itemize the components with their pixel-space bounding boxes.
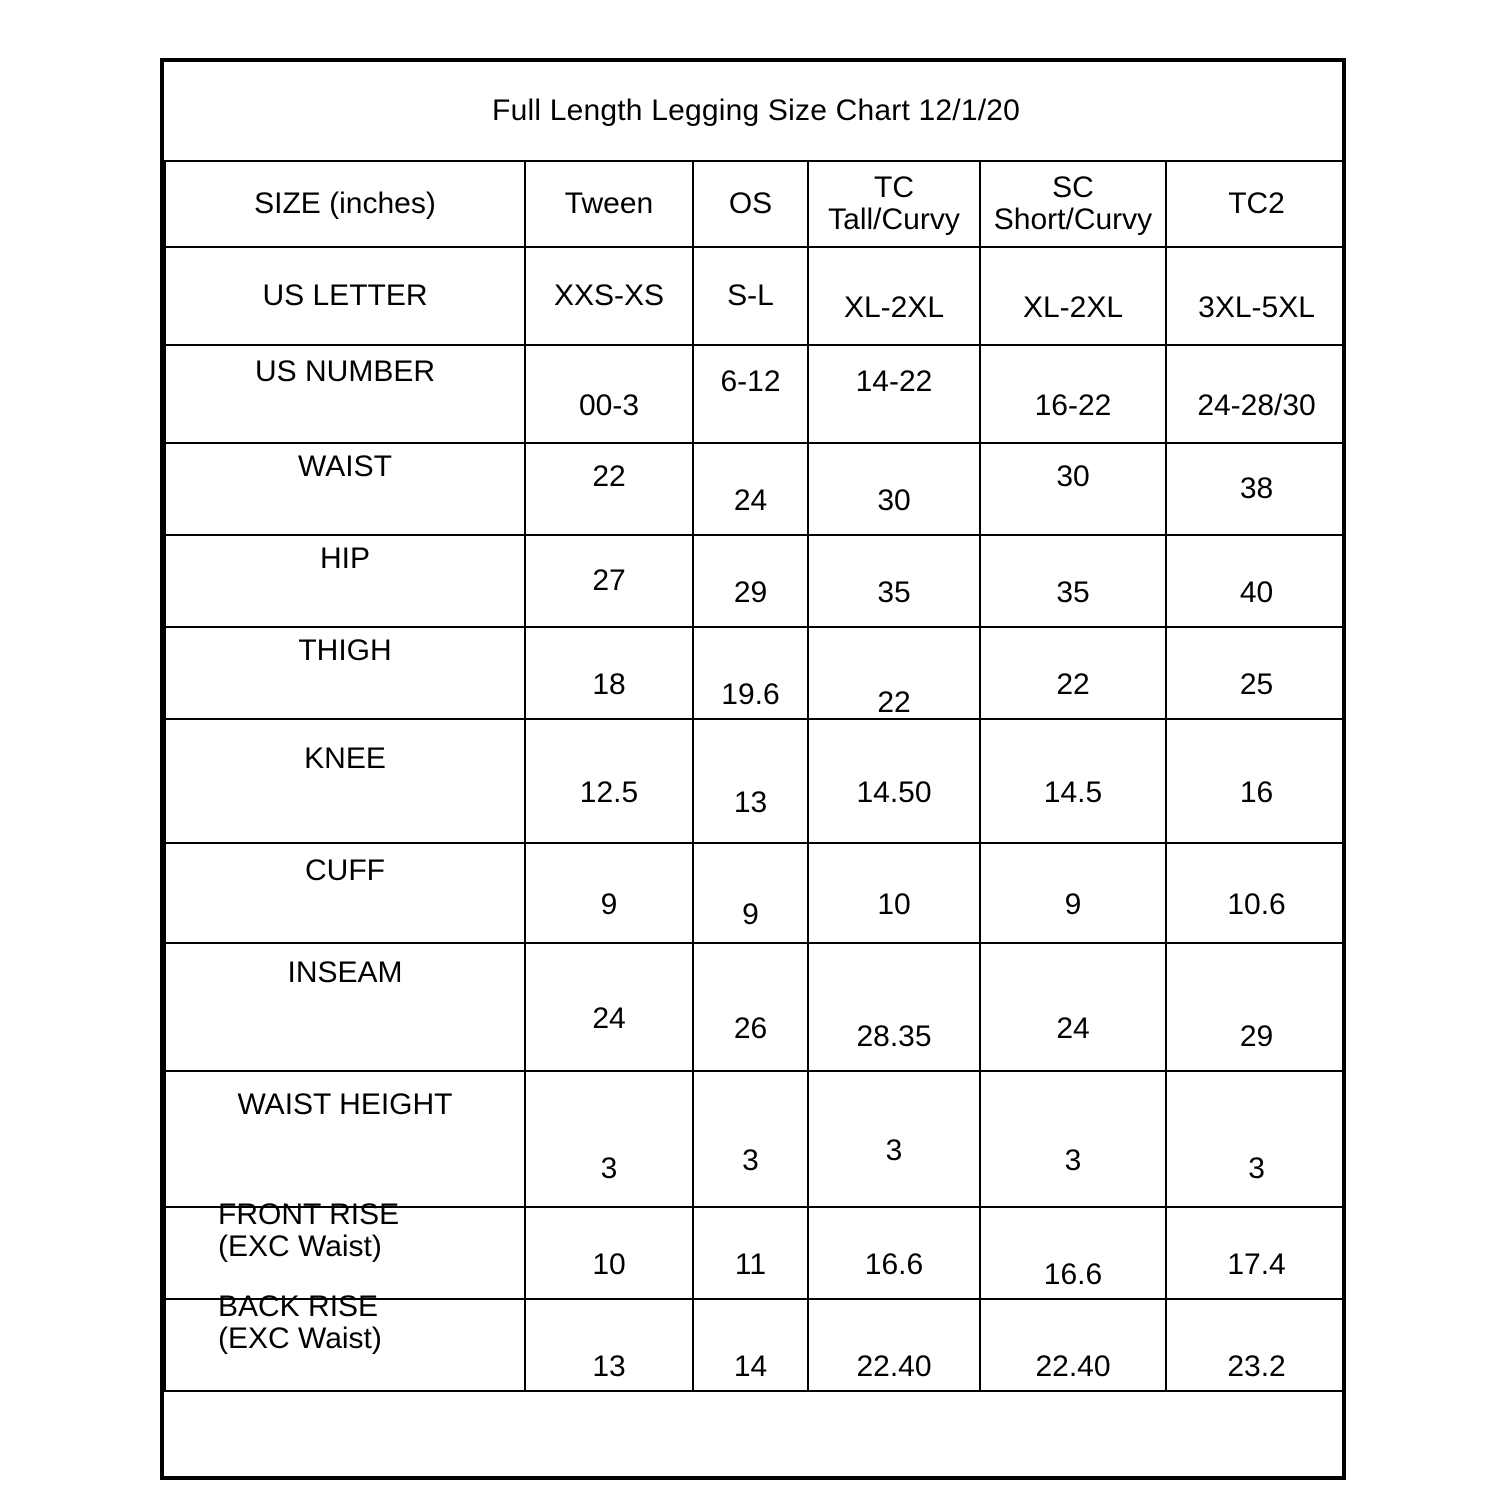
cell-us-letter-os: S-L [693, 247, 808, 345]
column-header-tc2-label: TC2 [1228, 187, 1285, 221]
cell-waist-tc2: 38 [1166, 443, 1346, 535]
cell-us-number-tc: 14-22 [808, 333, 980, 431]
column-header-tween [525, 161, 693, 247]
row-label-us-letter: US LETTER [165, 247, 525, 345]
table-header-row [165, 161, 1346, 247]
cell-back-rise-sc: 22.40 [980, 1321, 1166, 1413]
cell-thigh-tc: 22 [808, 657, 980, 749]
cell-cuff-tc: 10 [808, 855, 980, 955]
cell-waist-height-tc2: 3 [1166, 1101, 1346, 1237]
cell-inseam-os: 26 [693, 965, 808, 1093]
column-header-os-label: OS [728, 187, 773, 221]
row-label-waist-height: WAIST HEIGHT [165, 1037, 525, 1173]
size-chart-table [164, 62, 1346, 1392]
cell-waist-height-sc: 3 [980, 1093, 1166, 1229]
title-row [165, 62, 1346, 161]
cell-knee-tc2: 16 [1166, 731, 1346, 855]
row-label-cuff: CUFF [165, 821, 525, 921]
cell-thigh-os: 19.6 [693, 649, 808, 741]
column-header-tc2 [1166, 161, 1346, 247]
cell-waist-tc: 30 [808, 455, 980, 547]
cell-us-number-os: 6-12 [693, 333, 808, 431]
cell-inseam-tc: 28.35 [808, 973, 980, 1101]
cell-us-letter-tc2: 3XL-5XL [1166, 259, 1346, 357]
cell-waist-height-os: 3 [693, 1093, 808, 1229]
row-label-thigh: THIGH [165, 605, 525, 697]
row-label-front-rise-line1: FRONT RISE [218, 1198, 400, 1232]
cell-waist-tween: 22 [525, 431, 693, 523]
cell-front-rise-sc: 16.6 [980, 1229, 1166, 1321]
row-label-front-rise [165, 1185, 525, 1277]
row-label-knee: KNEE [165, 697, 525, 821]
cell-us-letter-sc: XL-2XL [980, 259, 1166, 357]
column-header-tc-label: TC [874, 171, 914, 205]
row-label-hip: HIP [165, 513, 525, 605]
table-row [165, 1299, 1346, 1391]
cell-front-rise-tween: 10 [525, 1219, 693, 1311]
column-header-sc [980, 161, 1166, 247]
row-label-back-rise-line2: (EXC Waist) [218, 1322, 382, 1355]
row-label-back-rise-line1: BACK RISE [218, 1290, 379, 1324]
column-header-tween-label: Tween [564, 187, 654, 221]
cell-inseam-sc: 24 [980, 965, 1166, 1093]
cell-inseam-tc2: 29 [1166, 973, 1346, 1101]
cell-knee-os: 13 [693, 741, 808, 865]
cell-thigh-tween: 18 [525, 639, 693, 731]
cell-cuff-tween: 9 [525, 855, 693, 955]
size-chart-container [160, 58, 1346, 1480]
column-header-sc-sublabel: Short/Curvy [993, 203, 1153, 236]
page-title: Full Length Legging Size Chart 12/1/20 [165, 62, 1346, 161]
cell-back-rise-tc: 22.40 [808, 1321, 980, 1413]
cell-waist-sc: 30 [980, 431, 1166, 523]
column-header-tc-sublabel: Tall/Curvy [828, 203, 960, 236]
row-label-front-rise-line2: (EXC Waist) [218, 1230, 382, 1263]
cell-hip-tc: 35 [808, 547, 980, 639]
cell-us-number-tc2: 24-28/30 [1166, 357, 1346, 455]
row-label-us-number: US NUMBER [165, 323, 525, 421]
row-label-waist: WAIST [165, 421, 525, 513]
cell-hip-sc: 35 [980, 547, 1166, 639]
cell-waist-height-tween: 3 [525, 1101, 693, 1237]
cell-knee-tc: 14.50 [808, 731, 980, 855]
cell-knee-tween: 12.5 [525, 731, 693, 855]
cell-back-rise-tween: 13 [525, 1321, 693, 1413]
cell-front-rise-os: 11 [693, 1219, 808, 1311]
cell-waist-os: 24 [693, 455, 808, 547]
cell-us-letter-tc: XL-2XL [808, 259, 980, 357]
cell-hip-os: 29 [693, 547, 808, 639]
cell-front-rise-tc: 16.6 [808, 1219, 980, 1311]
cell-back-rise-os: 14 [693, 1321, 808, 1413]
cell-hip-tween: 27 [525, 535, 693, 627]
cell-us-letter-tween: XXS-XS [525, 247, 693, 345]
cell-thigh-sc: 22 [980, 639, 1166, 731]
cell-hip-tc2: 40 [1166, 547, 1346, 639]
row-label-back-rise [165, 1277, 525, 1369]
cell-knee-sc: 14.5 [980, 731, 1166, 855]
cell-cuff-sc: 9 [980, 855, 1166, 955]
column-header-tc [808, 161, 980, 247]
cell-waist-height-tc: 3 [808, 1083, 980, 1219]
cell-us-number-sc: 16-22 [980, 357, 1166, 455]
cell-us-number-tween: 00-3 [525, 357, 693, 455]
cell-thigh-tc2: 25 [1166, 639, 1346, 731]
cell-cuff-tc2: 10.6 [1166, 855, 1346, 955]
cell-back-rise-tc2: 23.2 [1166, 1321, 1346, 1413]
column-header-os [693, 161, 808, 247]
column-header-size: SIZE (inches) [165, 161, 525, 247]
cell-front-rise-tc2: 17.4 [1166, 1219, 1346, 1311]
cell-inseam-tween: 24 [525, 955, 693, 1083]
cell-cuff-os: 9 [693, 865, 808, 965]
column-header-sc-label: SC [1052, 171, 1094, 205]
row-label-inseam: INSEAM [165, 909, 525, 1037]
